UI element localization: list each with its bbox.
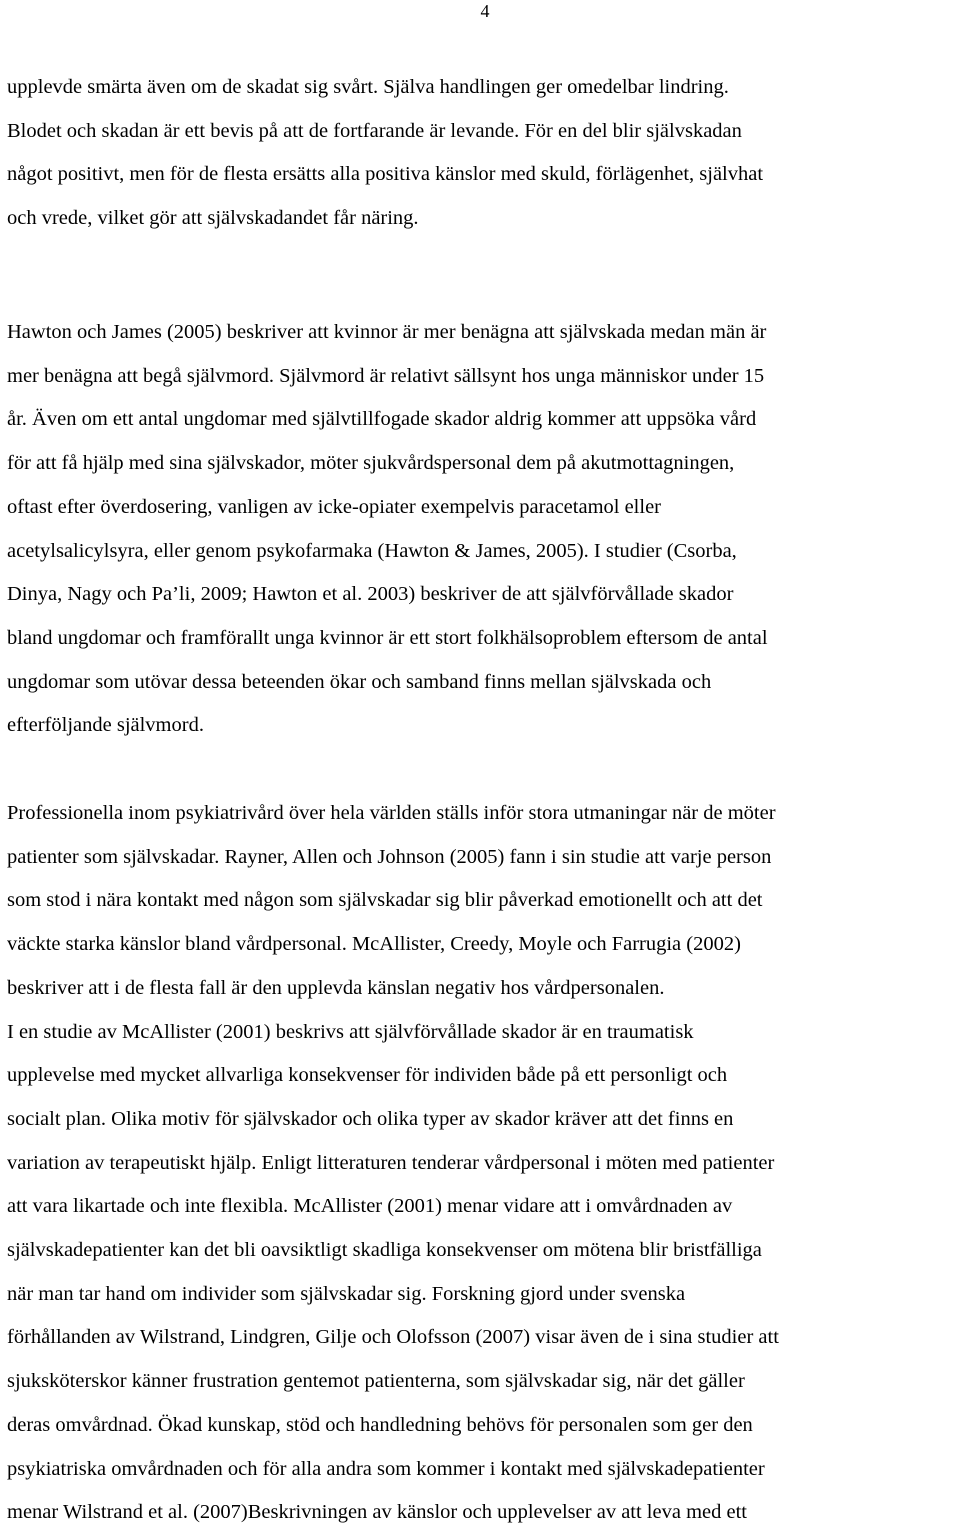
text-line: socialt plan. Olika motiv för självskador och olika typer av skador kräver att det finns en (7, 1107, 734, 1130)
text-line: förhållanden av Wilstrand, Lindgren, Gilje och Olofsson (2007) visar även de i sina studier att (7, 1326, 779, 1349)
text-line: mer benägna att begå självmord. Självmord är relativt sällsynt hos unga människor under 15 (7, 364, 765, 387)
text-line: upplevelse med mycket allvarliga konsekvenser för individen både på ett personligt och (7, 1064, 728, 1087)
paragraph-3 (7, 792, 960, 1535)
text-line: Dinya, Nagy och Pa’li, 2009; Hawton et al. 2003) beskriver de att självförvållade skador (7, 583, 734, 606)
text-line: som stod i nära kontakt med någon som självskadar sig blir påverkad emotionellt och att det (7, 889, 763, 912)
text-line: självskadepatienter kan det bli oavsiktligt skadliga konsekvenser om mötena blir bristfälliga (7, 1239, 762, 1262)
paragraph-2 (7, 311, 960, 748)
text-line: Hawton och James (2005) beskriver att kvinnor är mer benägna att självskada medan män är (7, 321, 767, 343)
text-line: I en studie av McAllister (2001) beskrivs att självförvållade skador är en traumatisk (7, 1020, 694, 1043)
text-line: variation av terapeutiskt hjälp. Enligt litteraturen tenderar vårdpersonal i möten med patienter (7, 1151, 775, 1174)
text-line: upplevde smärta även om de skadat sig svårt. Själva handlingen ger omedelbar lindring. (7, 76, 729, 98)
text-line: efterföljande självmord. (7, 714, 204, 737)
paragraph-1 (7, 66, 960, 241)
text-line: att vara likartade och inte flexibla. McAllister (2001) menar vidare att i omvårdnaden av (7, 1195, 733, 1218)
text-line: bland ungdomar och framförallt unga kvinnor är ett stort folkhälsoproblem eftersom de antal (7, 626, 768, 649)
text-line: oftast efter överdosering, vanligen av icke-opiater exempelvis paracetamol eller (7, 495, 661, 518)
text-line: Blodet och skadan är ett bevis på att de fortfarande är levande. För en del blir självskadan (7, 119, 742, 142)
page-number: 4 (480, 1, 490, 21)
text-line: menar Wilstrand et al. (2007)Beskrivningen av känslor och upplevelser av att leva med ett (7, 1501, 747, 1524)
text-line: för att få hjälp med sina självskador, möter sjukvårdspersonal dem på akutmottagningen, (7, 452, 735, 475)
text-line: ungdomar som utövar dessa beteenden ökar och samband finns mellan självskada och (7, 670, 712, 693)
text-line: när man tar hand om individer som självskadar sig. Forskning gjord under svenska (7, 1282, 686, 1305)
text-line: och vrede, vilket gör att självskadandet får näring. (7, 207, 419, 230)
text-line: Professionella inom psykiatrivård över hela världen ställs inför stora utmaningar när de möter (7, 802, 776, 824)
text-line: väckte starka känslor bland vårdpersonal. McAllister, Creedy, Moyle och Farrugia (2002) (7, 933, 741, 956)
text-line: psykiatriska omvårdnaden och för alla andra som kommer i kontakt med självskadepatienter (7, 1457, 765, 1480)
text-line: år. Även om ett antal ungdomar med självtillfogade skador aldrig kommer att uppsöka vård (7, 408, 757, 431)
text-line: beskriver att i de flesta fall är den upplevda känslan negativ hos vårdpersonalen. (7, 976, 665, 999)
text-line: sjuksköterskor känner frustration gentemot patienterna, som självskadar sig, när det gäller (7, 1370, 745, 1393)
text-line: deras omvårdnad. Ökad kunskap, stöd och handledning behövs för personalen som ger den (7, 1413, 753, 1436)
text-line: något positivt, men för de flesta ersätts alla positiva känslor med skuld, förlägenhet, självhat (7, 163, 764, 186)
text-line: patienter som självskadar. Rayner, Allen och Johnson (2005) fann i sin studie att varje person (7, 845, 772, 868)
text-line: acetylsalicylsyra, eller genom psykofarmaka (Hawton & James, 2005). I studier (Csorba, (7, 539, 737, 562)
